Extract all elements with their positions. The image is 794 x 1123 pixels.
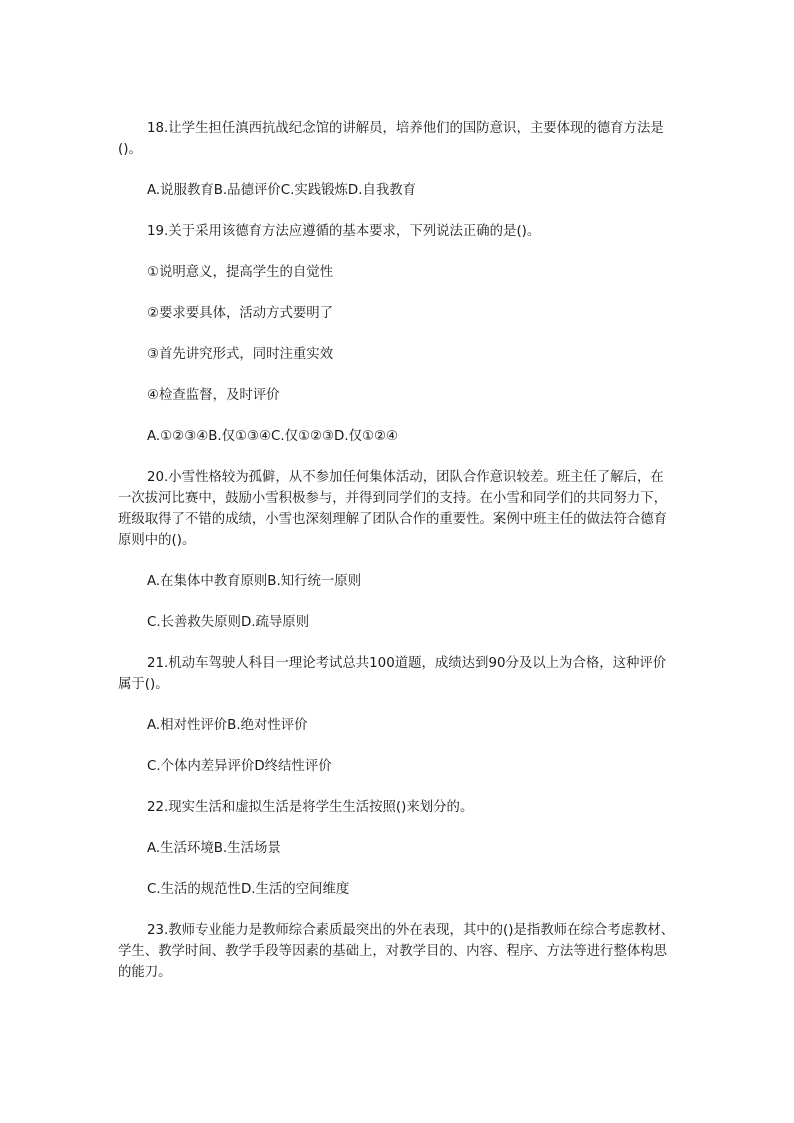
question-22-options-line-1: A.生活环境B.生活场景 [147, 841, 281, 856]
question-21-options-line-1: A.相对性评价B.绝对性评价 [147, 718, 308, 733]
question-19-item-2: ②要求要具体，活动方式要明了 [147, 306, 334, 321]
question-20-stem: 20.小雪性格较为孤僻，从不参加任何集体活动，团队合作意识较差。班主任了解后，在一次拔河比赛中，鼓励小雪积极参与，并得到同学们的支持。在小雪和同学们的共同努力下，班级取得了不错的成绩，小雪也深刻理解了团队合作的重要性。案例中班主任的做法符合德育原则中的()。 [118, 470, 668, 548]
question-21-stem: 21.机动车驾驶人科目一理论考试总共100道题，成绩达到90分及以上为合格，这种评价属于()。 [118, 656, 667, 692]
question-19-item-4: ④检查监督，及时评价 [147, 388, 280, 403]
question-18-options: A.说服教育B.品德评价C.实践锻炼D.自我教育 [147, 183, 417, 198]
question-20-options-line-2: C.长善救失原则D.疏导原则 [147, 615, 310, 630]
question-19-item-1: ①说明意义，提高学生的自觉性 [147, 265, 334, 280]
question-19-stem: 19.关于采用该德育方法应遵循的基本要求，下列说法正确的是()。 [147, 224, 541, 239]
question-19-options: A.①②③④B.仅①③④C.仅①②③D.仅①②④ [147, 429, 399, 444]
question-18-stem: 18.让学生担任滇西抗战纪念馆的讲解员，培养他们的国防意识，主要体现的德育方法是()。 [118, 121, 664, 157]
question-22-options-line-2: C.生活的规范性D.生活的空间维度 [147, 882, 350, 897]
question-23-stem: 23.教师专业能力是教师综合素质最突出的外在表现，其中的()是指教师在综合考虑教材、学生、教学时间、教学手段等因素的基础上，对教学目的、内容、程序、方法等进行整体构思的能刀。 [118, 923, 675, 980]
question-22-stem: 22.现实生活和虚拟生活是将学生生活按照()来划分的。 [147, 800, 474, 815]
question-19-item-3: ③首先讲究形式，同时注重实效 [147, 347, 334, 362]
document-page [118, 118, 676, 983]
question-20-options-line-1: A.在集体中教育原则B.知行统一原则 [147, 574, 362, 589]
question-21-options-line-2: C.个体内差异评价D终结性评价 [147, 759, 332, 774]
